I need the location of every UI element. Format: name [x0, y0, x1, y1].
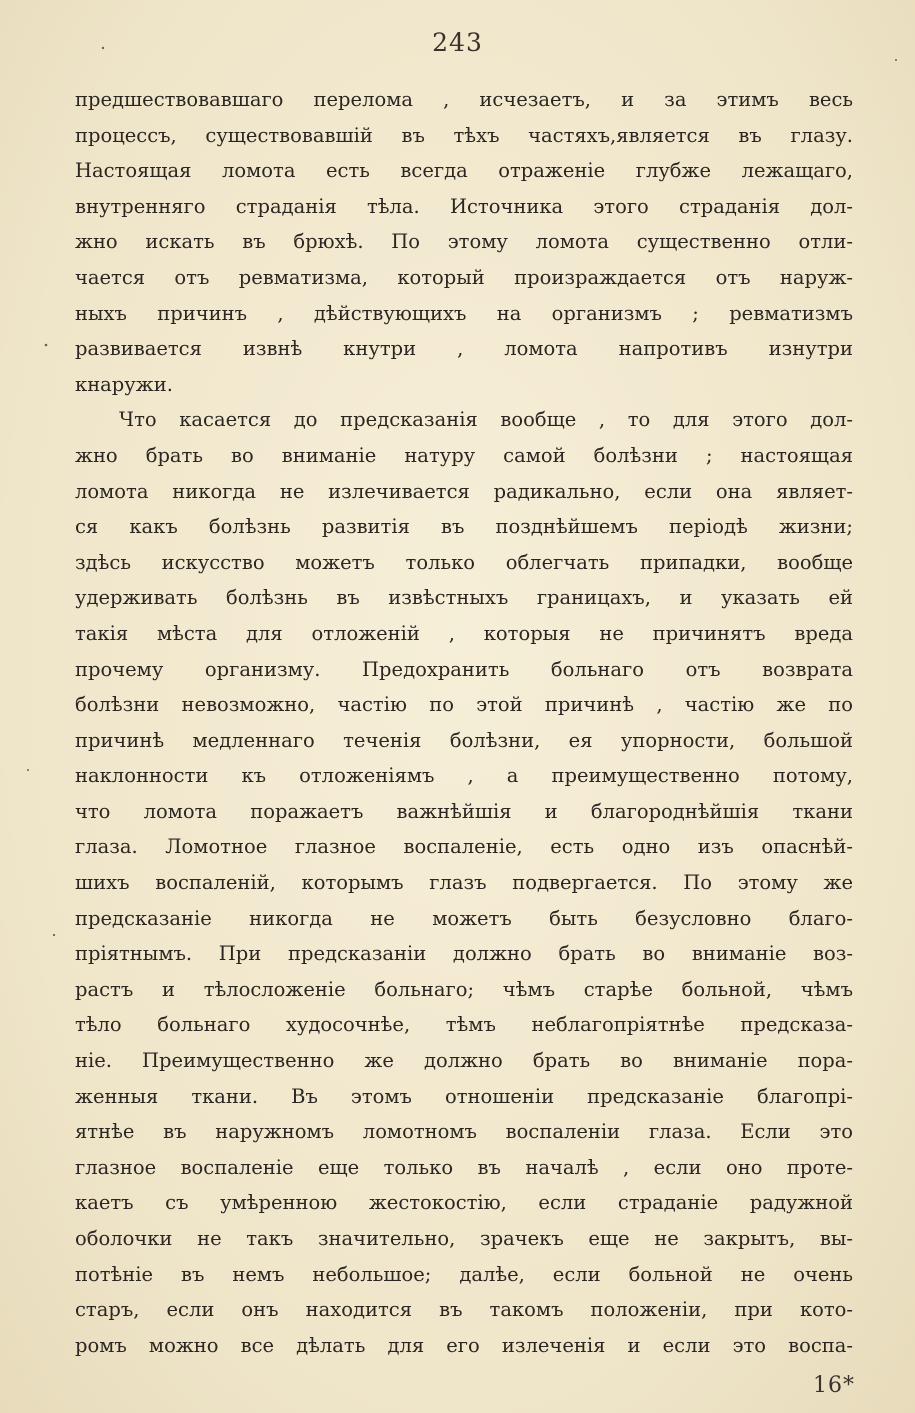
text-line: ныхъ причинъ , дѣйствующихъ на организмъ ; ревматизмъ — [75, 301, 853, 325]
text-line: здѣсь искусство можетъ только облегчать припадки, вообще — [75, 550, 853, 574]
text-line: пріятнымъ. При предсказаніи должно брать во вниманіе воз- — [75, 942, 853, 966]
text-line: болѣзни невозможно, частію по этой причинѣ , частію же по — [75, 693, 853, 717]
text-line: прочему организму. Предохранить больнаго отъ возврата — [75, 657, 853, 681]
text-line: оболочки не такъ значительно, зрачекъ еще не закрытъ, вы- — [75, 1227, 853, 1250]
signature-mark: 16* — [813, 1373, 855, 1398]
paragraph-1 — [75, 82, 853, 402]
text-line: что ломота поражаетъ важнѣйшія и благороднѣйшія ткани — [75, 799, 853, 823]
text-line: кнаружи. — [75, 372, 173, 396]
text-line: жно искать въ брюхѣ. По этому ломота существенно отли- — [75, 230, 853, 254]
text-line: ся какъ болѣзнь развитія въ позднѣйшемъ періодѣ жизни; — [75, 515, 853, 539]
text-line: женныя ткани. Въ этомъ отношеніи предсказаніе благопрі- — [75, 1084, 853, 1108]
text-line: жно брать во вниманіе натуру самой болѣзни ; настоящая — [75, 443, 853, 467]
page-number: 243 — [432, 28, 483, 57]
text-line: чается отъ ревматизма, который произраждается отъ наруж- — [75, 265, 853, 289]
text-line: предшествовавшаго перелома , исчезаетъ, и за этимъ весь — [75, 88, 853, 111]
text-line: удерживать болѣзнь въ извѣстныхъ границахъ, и указать ей — [75, 586, 853, 610]
text-line: причинѣ медленнаго теченія болѣзни, ея упорности, большой — [75, 728, 853, 752]
text-line: тѣло больнаго худосочнѣе, тѣмъ неблагопріятнѣе предсказа- — [75, 1013, 853, 1037]
text-line: ромъ можно все дѣлать для его излеченія и если это воспа- — [75, 1333, 853, 1357]
text-line: Что касается до предсказанія вообще , то для этого дол- — [119, 408, 853, 432]
body-text — [75, 82, 853, 1363]
text-line: глаза. Ломотное глазное воспаленіе, есть одно изъ опаснѣй- — [75, 835, 853, 859]
text-line: каетъ съ умѣренною жестокостію, если страданіе радужной — [75, 1191, 853, 1215]
text-line: такія мѣста для отложеній , которыя не причинятъ вреда — [75, 621, 853, 645]
text-line: ніе. Преимущественно же должно брать во вниманіе пора- — [75, 1049, 853, 1073]
text-line: ятнѣе въ наружномъ ломотномъ воспаленіи глаза. Если это — [75, 1120, 853, 1144]
text-line: глазное воспаленіе еще только въ началѣ , если оно проте- — [75, 1155, 853, 1179]
paragraph-2 — [75, 402, 853, 1363]
text-line: Настоящая ломота есть всегда отраженіе глубже лежащаго, — [75, 159, 853, 183]
text-line: внутренняго страданія тѣла. Источника этого страданія дол- — [75, 194, 853, 218]
text-line: процессъ, существовавшій въ тѣхъ частяхъ,является въ глазу. — [75, 123, 853, 147]
text-line: старъ, если онъ находится въ такомъ положеніи, при кото- — [75, 1298, 853, 1322]
text-line: шихъ воспаленій, которымъ глазъ подвергается. По этому же — [75, 871, 853, 895]
text-line: ломота никогда не излечивается радикально, если она являет- — [75, 479, 853, 503]
text-line: предсказаніе никогда не можетъ быть безусловно благо- — [75, 906, 853, 930]
text-line: потѣніе въ немъ небольшое; далѣе, если больной не очень — [75, 1262, 853, 1286]
text-line: развивается извнѣ кнутри , ломота напротивъ изнутри — [75, 337, 853, 361]
text-line: наклонности къ отложеніямъ , а преимущественно потому, — [75, 764, 853, 788]
text-line: растъ и тѣлосложеніе больнаго; чѣмъ старѣе больной, чѣмъ — [75, 977, 853, 1001]
